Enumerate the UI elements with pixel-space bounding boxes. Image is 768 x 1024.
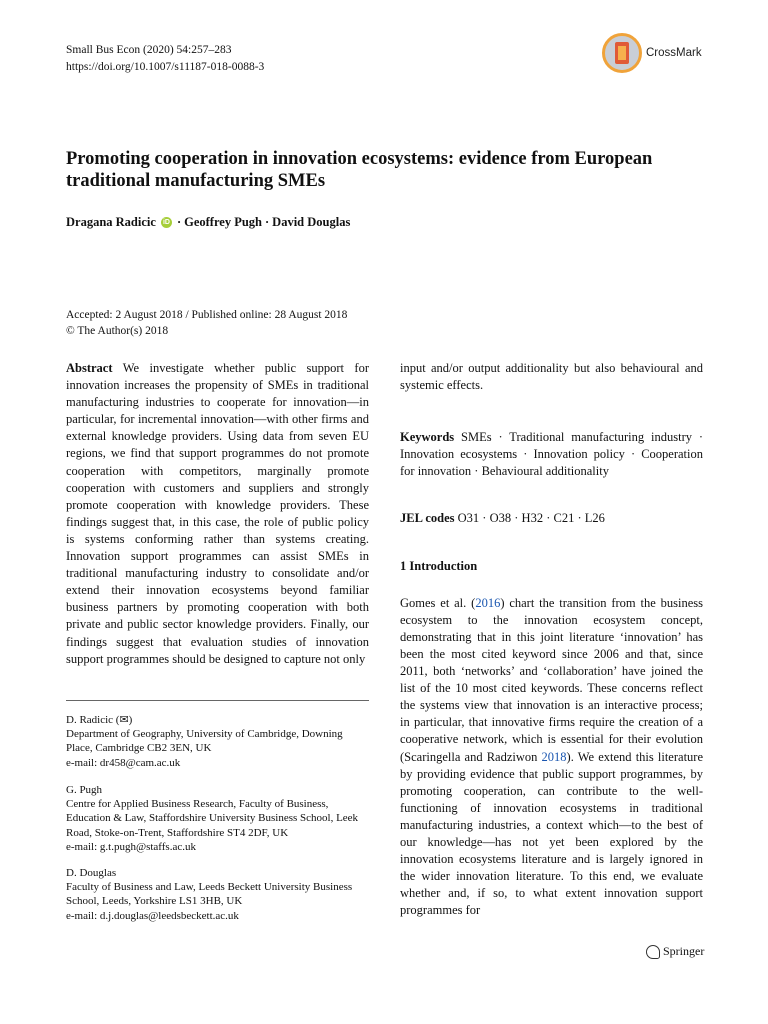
affiliation-line: Place, Cambridge CB2 3EN, UK — [66, 742, 212, 755]
publisher-logo — [646, 944, 704, 959]
affiliation-name: D. Douglas — [66, 867, 117, 879]
author-separator: · — [265, 215, 270, 229]
keywords-label: Keywords — [400, 430, 455, 445]
intro-text: ). We extend this literature by providing evidence that public support programmes, by promoting cooperation, can contribute to the well-functioning of innovation ecosystems in traditional manufacturing industries, a context which—to the best of our knowledge—has not yet been explored by the innovation ecosystems literature and is largely ignored in the wider innovation literature. To this end, we evaluate whether and, if so, to what extent innovation support programmes for — [400, 749, 703, 918]
abstract-text: We investigate whether public support for innovation increases the propensity of SMEs in traditional manufacturing industries to cooperate for innovation—in particular, for incremental innovation—with other firms and external knowledge providers. Using data from seven EU regions, we find that support programmes do not promote cooperation with competitors, marginally promote cooperation with customers and suppliers and strongly promote cooperation with knowledge providers. These findings suggest that, in this case, the role of public policy is systems conforming rather than systems creating. Innovation support programmes can assist SMEs in traditional manufacturing industry to consolidate and/or extend their innovation ecosystems beyond familiar business partners by promoting cooperation with both private and public sector knowledge providers. Finally, our findings suggest that evaluation studies of innovation support programmes should be designed to capture not only — [66, 361, 369, 666]
author-name[interactable]: Dragana Radicic — [66, 215, 156, 229]
author-list — [66, 215, 350, 230]
jel-codes — [400, 510, 703, 527]
publisher-name: Springer — [663, 944, 705, 958]
journal-header — [66, 42, 264, 76]
paper-title: Promoting cooperation in innovation ecosystems: evidence from European traditional manufacturing SMEs — [66, 149, 653, 191]
affiliation-radicic — [66, 713, 376, 770]
intro-text: Gomes et al. ( — [400, 595, 476, 610]
intro-text: ) chart the transition from the business ecosystem to the innovation ecosystem concept, demonstrating that in this joint literature ‘innovation’ has been the most cited keyword since 2006 and that, since 2011, both ‘networks’ and ‘collaboration’ have joined the list of the 10 most cited keywords. These concerns reflect the systems view that innovation is an interactive process; in particular, that innovative firms require the creation of a cooperative network, which is essential for their evolution (Scaringella and Radziwon — [400, 595, 703, 764]
abstract-continued: input and/or output additionality but also behavioural and systemic effects. — [400, 361, 703, 393]
author-separator: · — [176, 215, 182, 229]
keywords — [400, 429, 703, 480]
jel-text: O31 · O38 · H32 · C21 · L26 — [457, 511, 605, 526]
citation-link[interactable]: 2016 — [475, 595, 501, 610]
copyright-notice: © The Author(s) 2018 — [66, 325, 169, 337]
abstract-label: Abstract — [66, 361, 113, 375]
abstract-left — [66, 360, 369, 668]
doi-link[interactable]: https://doi.org/10.1007/s11187-018-0088-3 — [66, 61, 265, 73]
citation-link[interactable]: 2018 — [541, 749, 567, 764]
footnote-divider — [66, 700, 369, 701]
springer-horse-icon — [646, 945, 660, 959]
affiliation-line: Education & Law, Staffordshire University Business School, Leek — [66, 812, 359, 825]
affiliation-pugh — [66, 783, 376, 854]
affiliation-line: Department of Geography, University of Cambridge, Downing — [66, 728, 343, 741]
crossmark-badge[interactable] — [602, 33, 712, 73]
accepted-published: Accepted: 2 August 2018 / Published online: 28 August 2018 — [66, 309, 348, 321]
intro-paragraph — [400, 595, 703, 920]
affiliation-email[interactable]: e-mail: g.t.pugh@staffs.ac.uk — [66, 840, 196, 853]
affiliation-email[interactable]: e-mail: d.j.douglas@leedsbeckett.ac.uk — [66, 909, 239, 922]
affiliation-line: Faculty of Business and Law, Leeds Beckett University Business — [66, 881, 353, 894]
affiliation-line: School, Leeds, Yorkshire LS1 3HB, UK — [66, 895, 243, 908]
affiliation-name: D. Radicic (✉) — [66, 714, 133, 726]
affiliation-email[interactable]: e-mail: dr458@cam.ac.uk — [66, 756, 181, 769]
publication-dates — [66, 307, 347, 339]
orcid-icon[interactable]: iD — [162, 219, 170, 226]
crossmark-icon — [602, 33, 642, 73]
right-column — [400, 360, 703, 919]
crossmark-label: CrossMark — [646, 47, 702, 59]
author-name[interactable]: David Douglas — [272, 215, 351, 229]
affiliation-douglas — [66, 866, 376, 923]
journal-citation: Small Bus Econ (2020) 54:257–283 — [66, 44, 232, 56]
section-heading: 1 Introduction — [400, 558, 478, 573]
keywords-text: SMEs · Traditional manufacturing industry · Innovation ecosystems · Innovation policy · Cooperation for innovation · Behavioural additionality — [400, 430, 704, 479]
affiliation-name: G. Pugh — [66, 784, 103, 796]
affiliation-line: Centre for Applied Business Research, Faculty of Business, — [66, 798, 329, 811]
jel-label: JEL codes — [400, 511, 455, 526]
affiliation-line: Road, Stoke-on-Trent, Staffordshire ST4 2DF, UK — [66, 826, 289, 839]
author-name[interactable]: Geoffrey Pugh — [184, 215, 262, 229]
